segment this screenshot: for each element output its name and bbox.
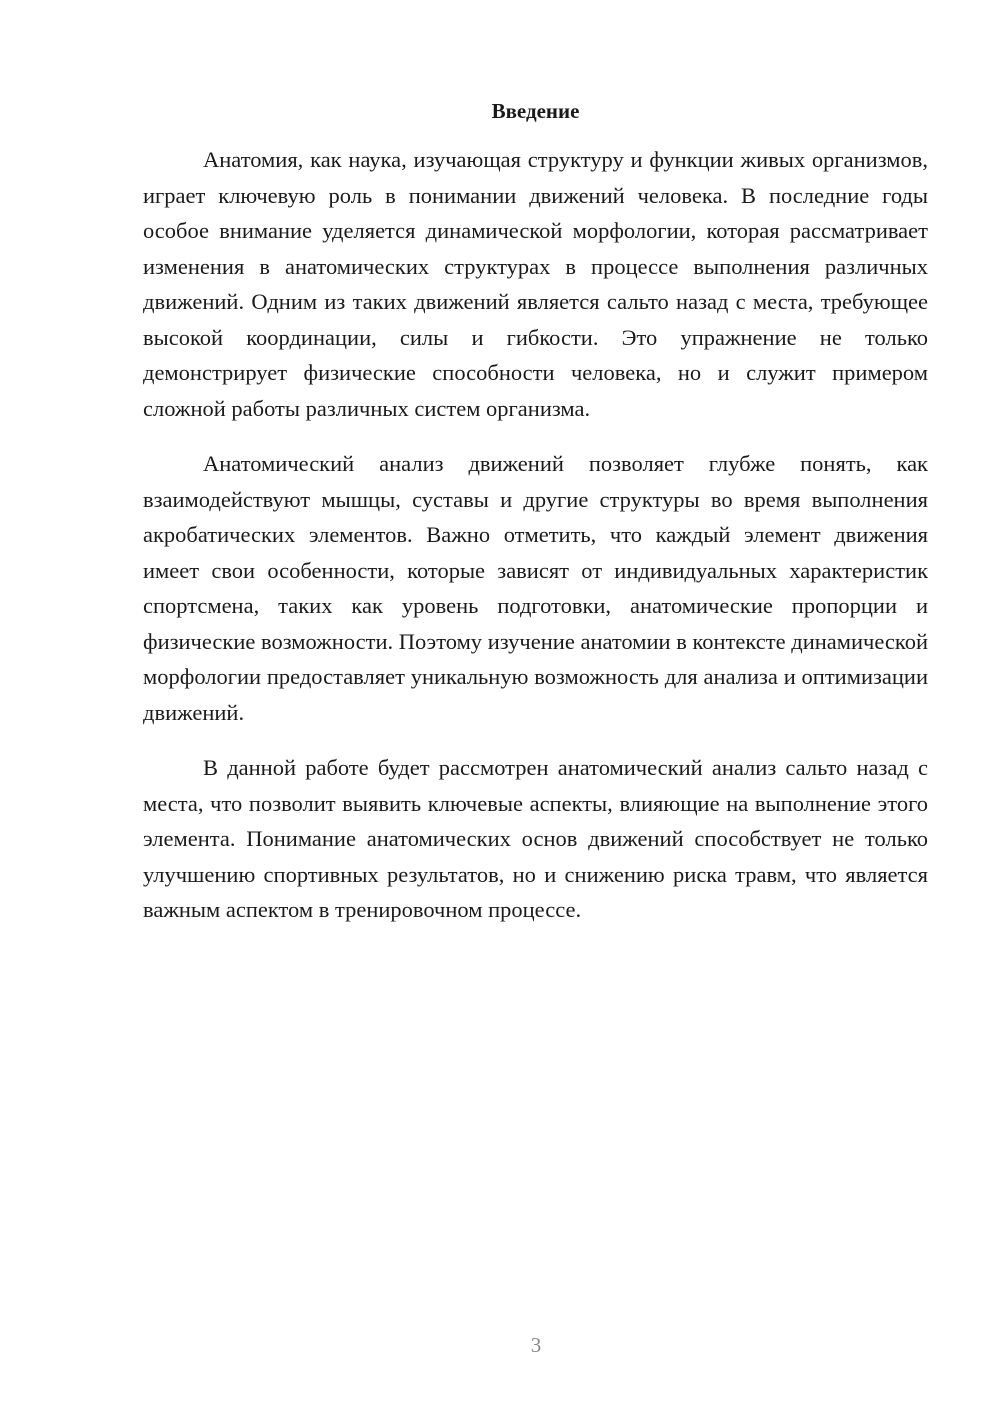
paragraph-3: В данной работе будет рассмотрен анатомический анализ сальто назад с места, что позволит выявить ключевые аспекты, влияющие на выполнение этого элемента. Понимание анатомических основ движений способствует не только улучшению спортивных результатов, но и снижению риска травм, что является важным аспектом в тренировочном процессе.: [143, 755, 928, 922]
section-heading: Введение: [491, 99, 580, 123]
paragraph-2: Анатомический анализ движений позволяет глубже понять, как взаимодействуют мышцы, суставы и другие структуры во время выполнения акробатических элементов. Важно отметить, что каждый элемент движения имеет свои особенности, которые зависят от индивидуальных характеристик спортсмена, таких как уровень подготовки, анатомические пропорции и физические возможности. Поэтому изучение анатомии в контексте динамической морфологии предоставляет уникальную возможность для анализа и оптимизации движений.: [143, 451, 928, 725]
paragraph-1: Анатомия, как наука, изучающая структуру и функции живых организмов, играет ключевую роль в понимании движений человека. В последние годы особое внимание уделяется динамической морфологии, которая рассматривает изменения в анатомических структурах в процессе выполнения различных движений. Одним из таких движений является сальто назад с места, требующее высокой координации, силы и гибкости. Это упражнение не только демонстрирует физические способности человека, но и служит примером сложной работы различных систем организма.: [143, 147, 928, 421]
body-text: [143, 142, 928, 948]
page-number: 3: [530, 1333, 542, 1357]
